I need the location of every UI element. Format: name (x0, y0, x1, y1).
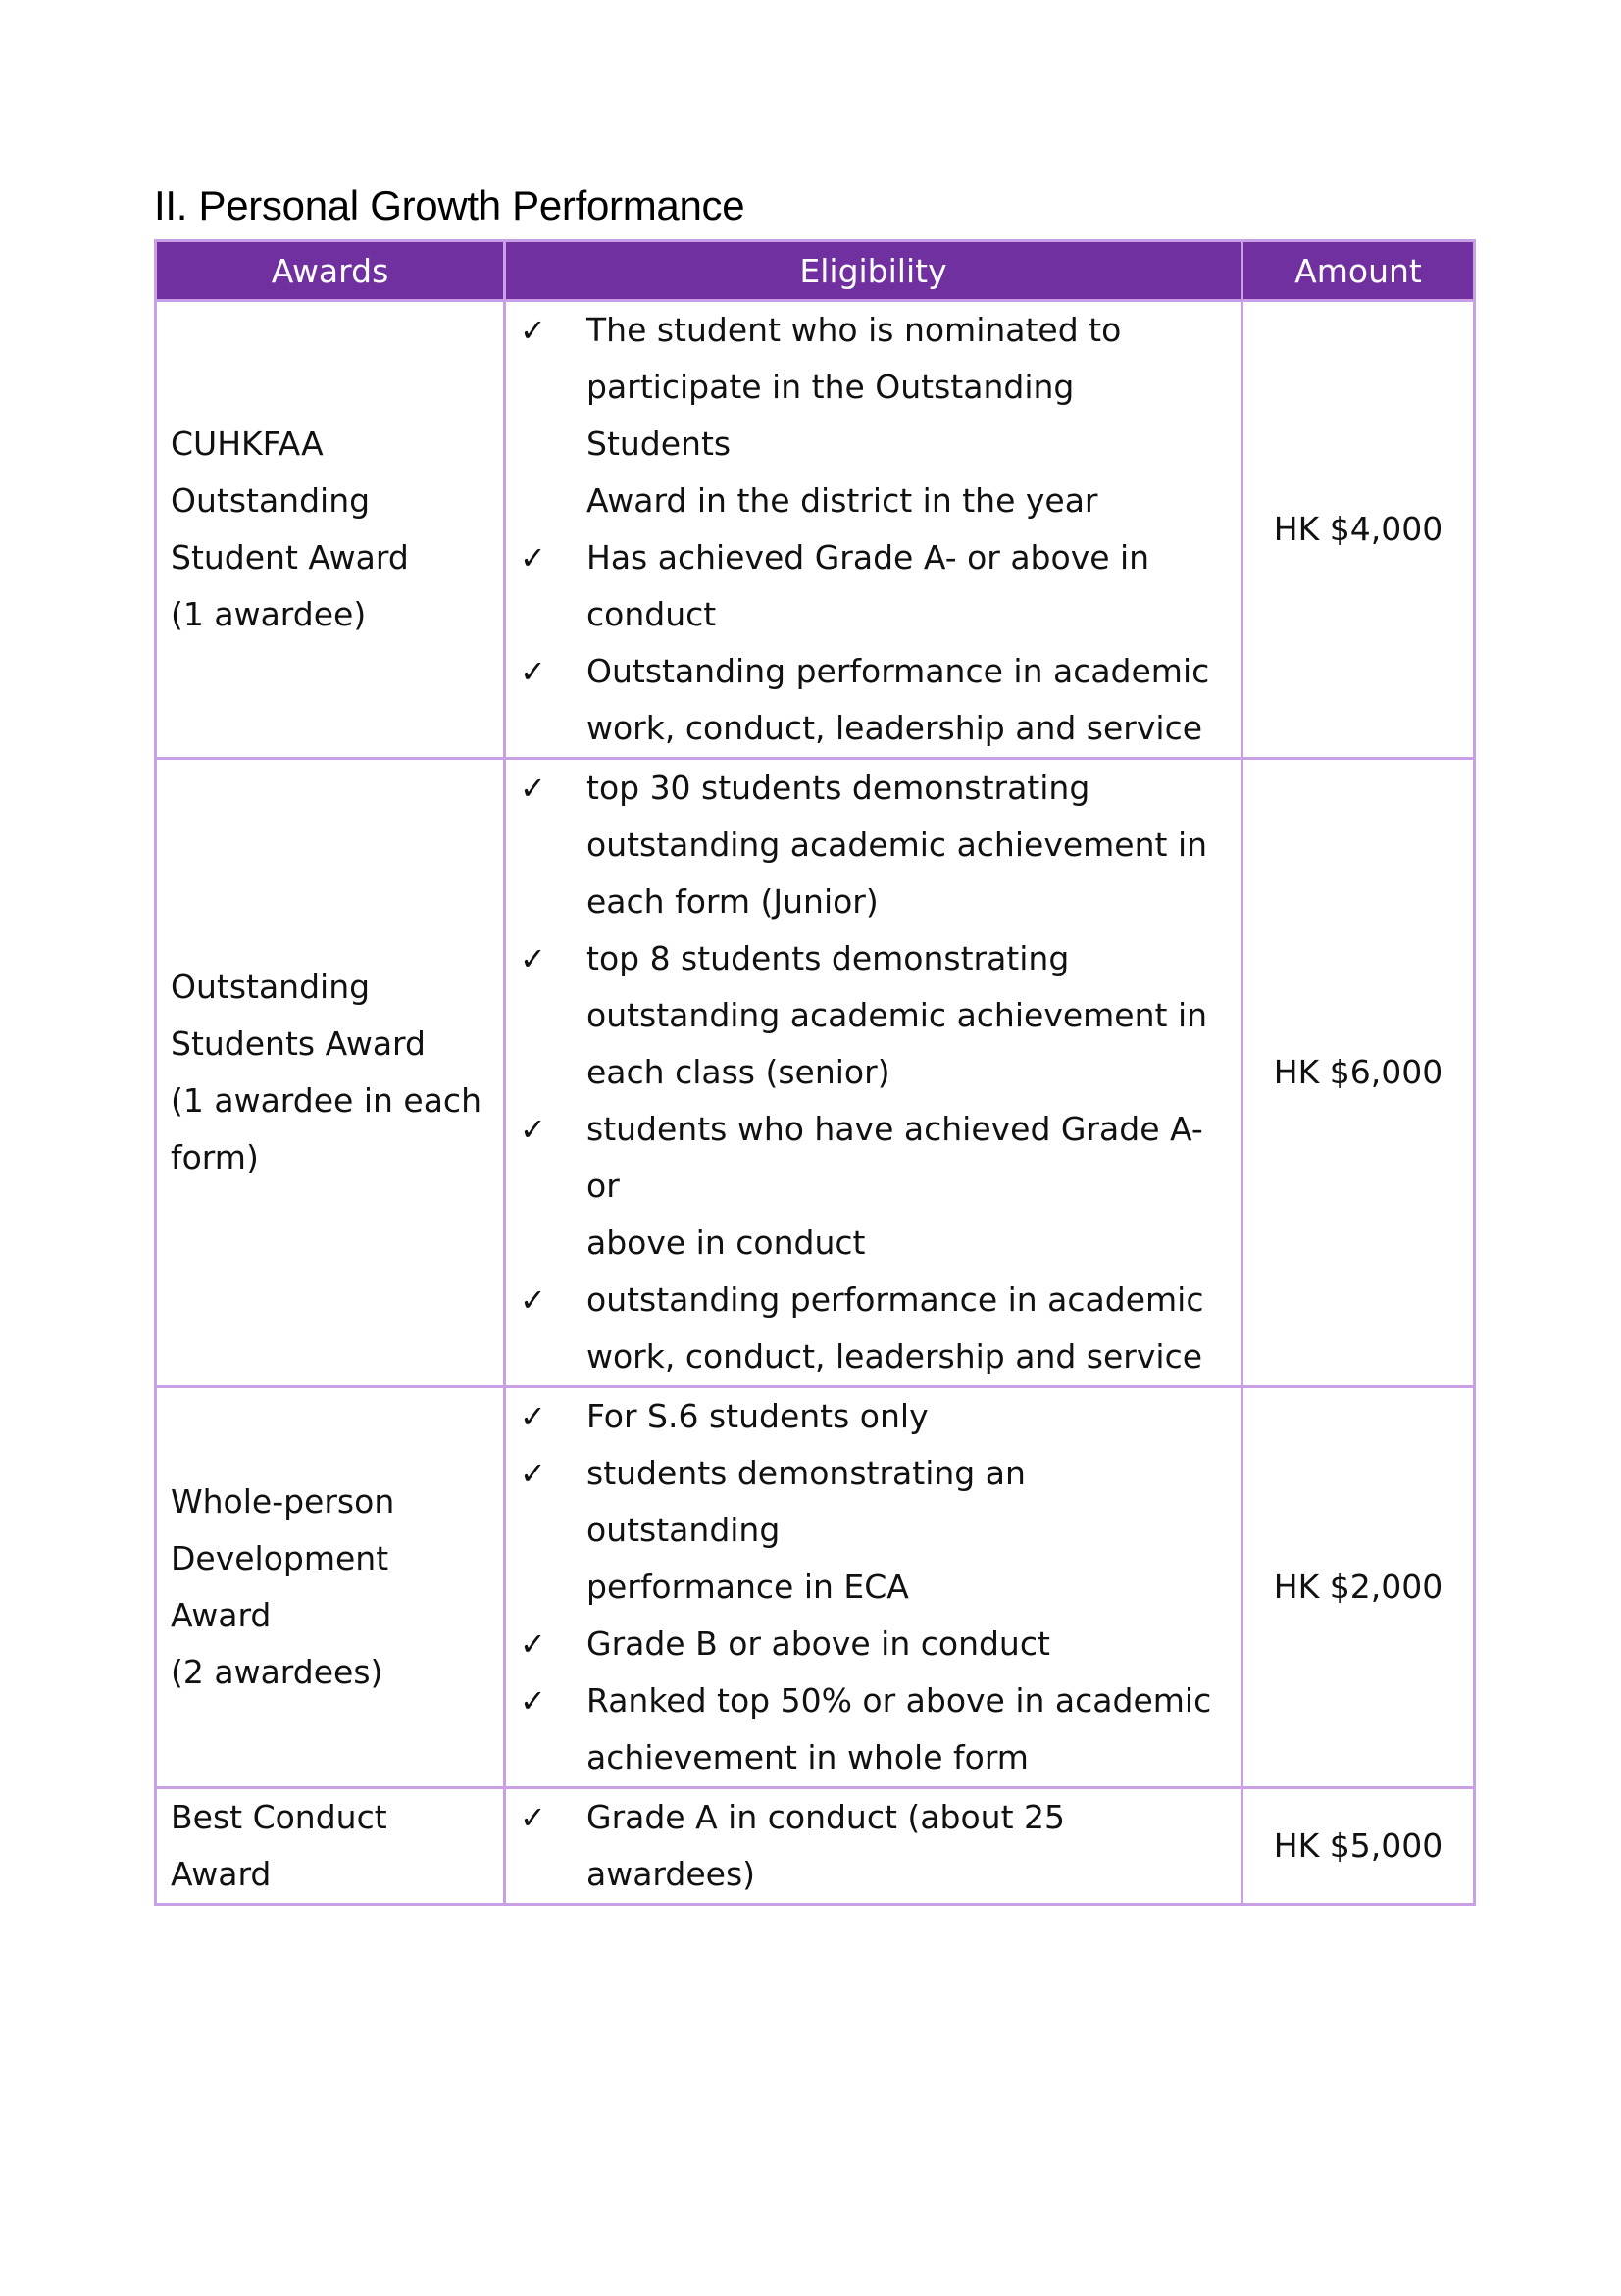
criterion-line: Grade A in conduct (about 25 awardees) (586, 1798, 1065, 1893)
criterion-item (520, 1616, 1227, 1672)
award-name-line: (2 awardees) (171, 1653, 383, 1691)
criterion-line: performance in ECA (586, 1568, 909, 1606)
header-awards: Awards (156, 241, 505, 301)
award-name-line: Outstanding (171, 481, 371, 520)
amount-cell: HK $4,000 (1242, 301, 1475, 759)
header-eligibility: Eligibility (505, 241, 1242, 301)
award-name-line: Outstanding (171, 968, 371, 1006)
award-name-cell (156, 759, 505, 1387)
criterion-line: For S.6 students only (586, 1397, 929, 1435)
criterion-text (586, 1101, 1227, 1272)
check-icon: ✓ (520, 1799, 546, 1836)
criterion-text (586, 760, 1227, 930)
criterion-line: Ranked top 50% or above in academic (586, 1681, 1212, 1720)
criterion-line: outstanding performance in academic (586, 1280, 1204, 1319)
award-name-line: CUHKFAA (171, 424, 324, 463)
eligibility-cell (505, 301, 1242, 759)
criterion-line: students demonstrating an outstanding (586, 1454, 1026, 1549)
eligibility-cell (505, 1788, 1242, 1905)
criterion-line: outstanding academic achievement in (586, 996, 1208, 1034)
award-name-line: (1 awardee) (171, 595, 367, 633)
header-amount: Amount (1242, 241, 1475, 301)
awards-table (154, 239, 1476, 1906)
criterion-text (586, 1672, 1227, 1786)
criteria-list (520, 1789, 1227, 1903)
award-name-line: Whole-person (171, 1482, 395, 1521)
table-row (156, 1387, 1475, 1788)
criterion-line: Award in the district in the year (586, 481, 1098, 520)
criterion-line: top 30 students demonstrating (586, 769, 1090, 807)
table-row (156, 759, 1475, 1387)
criterion-line: top 8 students demonstrating (586, 939, 1070, 977)
criterion-text (586, 643, 1227, 757)
criterion-line: Outstanding performance in academic (586, 652, 1210, 690)
award-name-cell (156, 301, 505, 759)
check-icon: ✓ (520, 1111, 546, 1148)
criterion-text (586, 1272, 1227, 1385)
check-icon: ✓ (520, 1625, 546, 1663)
criterion-text (586, 302, 1227, 529)
award-name-line: Development Award (171, 1539, 389, 1634)
criteria-list (520, 1388, 1227, 1786)
table-row (156, 301, 1475, 759)
award-name-line: Student Award (171, 538, 409, 576)
criterion-line: Has achieved Grade A- or above in (586, 538, 1150, 576)
check-icon: ✓ (520, 940, 546, 977)
criterion-line: above in conduct (586, 1223, 866, 1262)
award-name-line: form) (171, 1138, 259, 1176)
award-name-line: Best Conduct Award (171, 1798, 387, 1893)
criterion-line: work, conduct, leadership and service (586, 1337, 1203, 1375)
criterion-line: work, conduct, leadership and service (586, 709, 1203, 747)
criterion-text (586, 1388, 1227, 1445)
criterion-item (520, 1789, 1227, 1903)
criterion-text (586, 1616, 1227, 1672)
awards-table-body (156, 301, 1475, 1905)
criterion-item (520, 302, 1227, 529)
criterion-line: outstanding academic achievement in (586, 825, 1208, 864)
criterion-item (520, 1101, 1227, 1272)
criterion-item (520, 643, 1227, 757)
criterion-item (520, 529, 1227, 643)
check-icon: ✓ (520, 539, 546, 576)
award-name-line: (1 awardee in each (171, 1081, 481, 1120)
criterion-line: students who have achieved Grade A- or (586, 1110, 1203, 1205)
eligibility-cell (505, 759, 1242, 1387)
award-name-cell (156, 1788, 505, 1905)
criterion-text (586, 930, 1227, 1101)
check-icon: ✓ (520, 653, 546, 690)
criteria-list (520, 302, 1227, 757)
award-name-cell (156, 1387, 505, 1788)
criterion-line: each class (senior) (586, 1053, 890, 1091)
amount-cell: HK $5,000 (1242, 1788, 1475, 1905)
criterion-line: achievement in whole form (586, 1738, 1029, 1776)
check-icon: ✓ (520, 770, 546, 807)
criterion-item (520, 1672, 1227, 1786)
criterion-item (520, 930, 1227, 1101)
criteria-list (520, 760, 1227, 1385)
criterion-line: The student who is nominated to (586, 311, 1122, 349)
check-icon: ✓ (520, 1398, 546, 1435)
check-icon: ✓ (520, 1455, 546, 1492)
criterion-item (520, 1272, 1227, 1385)
section-title: II. Personal Growth Performance (154, 182, 745, 228)
check-icon: ✓ (520, 1281, 546, 1319)
check-icon: ✓ (520, 312, 546, 349)
criterion-text (586, 529, 1227, 643)
criterion-item (520, 1445, 1227, 1616)
criterion-item (520, 1388, 1227, 1445)
check-icon: ✓ (520, 1682, 546, 1720)
criterion-line: Grade B or above in conduct (586, 1624, 1050, 1663)
criterion-line: participate in the Outstanding Students (586, 368, 1075, 463)
table-header-row (156, 241, 1475, 301)
criterion-text (586, 1789, 1227, 1903)
amount-cell: HK $2,000 (1242, 1387, 1475, 1788)
criterion-text (586, 1445, 1227, 1616)
award-name-line: Students Award (171, 1024, 426, 1063)
table-row (156, 1788, 1475, 1905)
criterion-line: each form (Junior) (586, 882, 879, 921)
amount-cell: HK $6,000 (1242, 759, 1475, 1387)
criterion-line: conduct (586, 595, 717, 633)
criterion-item (520, 760, 1227, 930)
eligibility-cell (505, 1387, 1242, 1788)
